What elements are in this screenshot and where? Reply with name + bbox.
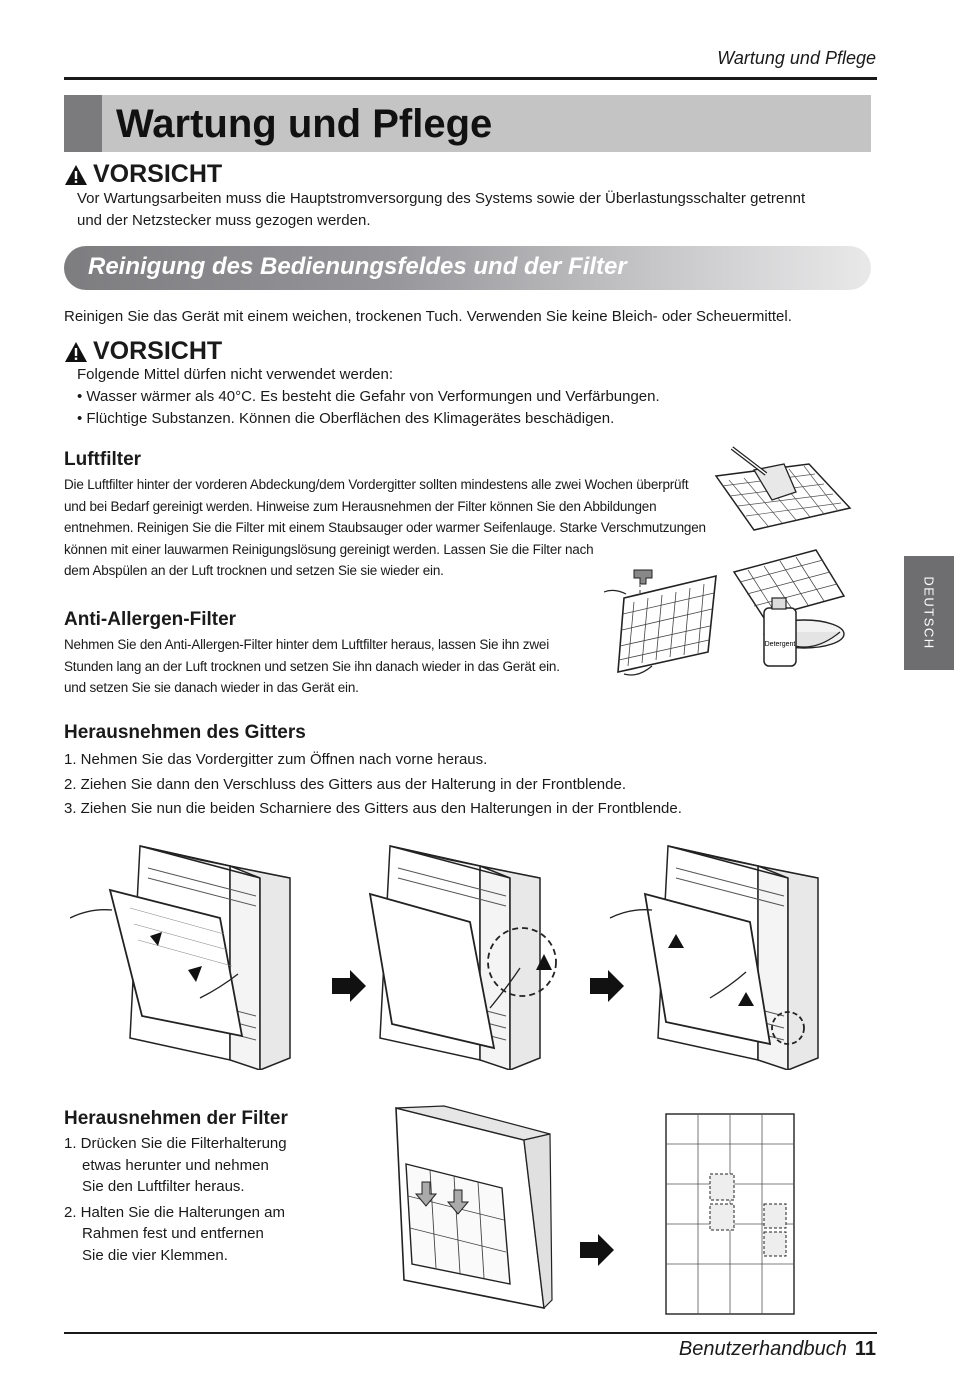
caution-label: VORSICHT (93, 337, 223, 365)
grille-removal-sequence (70, 838, 840, 1070)
filter-cleaning-illustration (604, 446, 854, 682)
caution-heading (64, 160, 222, 189)
text-line: und setzen Sie sie danach wieder in das Gerät ein. (64, 680, 359, 695)
gitter-heading: Herausnehmen des Gitters (64, 722, 306, 743)
page-number: 11 (854, 1338, 876, 1360)
section-title: Reinigung des Bedienungsfeldes und der Filter (88, 253, 627, 280)
caution-text-line: Vor Wartungsarbeiten muss die Hauptstromversorgung des Systems sowie der Überlastungsschalter getrennt (77, 190, 806, 207)
text-line: Stunden lang an der Luft trocknen und setzen Sie ihn danach wieder in das Gerät ein. (64, 658, 560, 674)
caution-list (77, 364, 660, 430)
caution-text-line: und der Netzstecker muss gezogen werden. (77, 212, 371, 229)
warning-icon (64, 341, 88, 363)
caution-text (77, 188, 805, 232)
footer (679, 1338, 876, 1361)
footer-label: Benutzerhandbuch (678, 1338, 847, 1360)
step-item: 1. Nehmen Sie das Vordergitter zum Öffnen nach vorne heraus. (64, 751, 488, 768)
grille-step-2-icon (370, 846, 556, 1070)
next-arrow-icon (580, 1234, 614, 1266)
step-item: etwas herunter und nehmen (82, 1156, 269, 1174)
text-line: und bei Bedarf gereinigt werden. Hinweise zum Herausnehmen der Filter können Sie den Abbildungen (64, 498, 657, 514)
title-accent (64, 95, 102, 152)
detergent-basin-icon (734, 550, 844, 666)
text-line: entnehmen. Reinigen Sie die Filter mit einem Staubsauger oder warmer Seifenlauge. Starke Verschmutzungen (64, 520, 706, 535)
step-item: 3. Ziehen Sie nun die beiden Scharniere des Gitters aus den Halterungen in der Frontblende. (64, 800, 682, 817)
gitter-steps (64, 748, 682, 822)
step-item: Rahmen fest und entfernen (82, 1225, 264, 1242)
step-item: Sie den Luftfilter heraus. (82, 1178, 245, 1195)
text-line: können mit einer lauwarmen Reinigungslösung gereinigt werden. Lassen Sie die Filter nach (64, 541, 594, 557)
step-item: 2. Ziehen Sie dann den Verschluss des Gitters aus der Halterung in der Frontblende. (64, 775, 626, 793)
filter-heading: Herausnehmen der Filter (64, 1108, 288, 1129)
caution-item: • Flüchtige Substanzen. Können die Oberflächen des Klimagerätes beschädigen. (77, 410, 615, 427)
step-item: Sie die vier Klemmen. (82, 1246, 228, 1264)
luftfilter-heading: Luftfilter (64, 449, 142, 470)
next-arrow-icon (590, 970, 624, 1002)
text-line: dem Abspülen an der Luft trocknen und setzen Sie sie wieder ein. (64, 563, 444, 578)
filter-removal-sequence (384, 1104, 814, 1319)
page-title: Wartung und Pflege (116, 102, 493, 146)
grille-step-3-icon (610, 846, 818, 1070)
footer-rule (64, 1332, 877, 1334)
language-tab (904, 556, 954, 670)
intro-text: Reinigen Sie das Gerät mit einem weichen, trockenen Tuch. Verwenden Sie keine Bleich- oder Scheuermittel. (64, 308, 792, 325)
bottle-label: Detergent (764, 641, 796, 648)
text-line: Nehmen Sie den Anti-Allergen-Filter hinter dem Luftfilter heraus, lassen Sie ihn zwei (64, 637, 549, 652)
anti-allergen-text (64, 634, 560, 699)
vacuum-filter-icon (716, 448, 850, 530)
caution-item: • Wasser wärmer als 40°C. Es besteht die Gefahr von Verformungen und Verfärbungen. (77, 388, 660, 405)
caution-heading (64, 337, 222, 366)
language-tab-label: DEUTSCH (921, 576, 937, 650)
text-line: Die Luftfilter hinter der vorderen Abdeckung/dem Vordergitter sollten mindestens alle zwei Wochen überprüft (64, 477, 689, 492)
caution-label: VORSICHT (93, 160, 223, 188)
warning-icon (64, 164, 88, 186)
step-item: 1. Drücken Sie die Filterhalterung (64, 1135, 287, 1152)
running-header: Wartung und Pflege (717, 48, 876, 68)
filter-steps (64, 1133, 287, 1266)
step-item: 2. Halten Sie die Halterungen am (64, 1203, 285, 1221)
rinse-filter-icon (604, 570, 716, 675)
grille-step-1-icon (70, 846, 290, 1070)
next-arrow-icon (332, 970, 366, 1002)
caution-lead: Folgende Mittel dürfen nicht verwendet werden: (77, 366, 394, 383)
anti-allergen-heading: Anti-Allergen-Filter (64, 609, 237, 630)
filter-step-2-icon (666, 1114, 794, 1314)
filter-step-1-icon (396, 1106, 552, 1308)
header-rule (64, 77, 877, 80)
